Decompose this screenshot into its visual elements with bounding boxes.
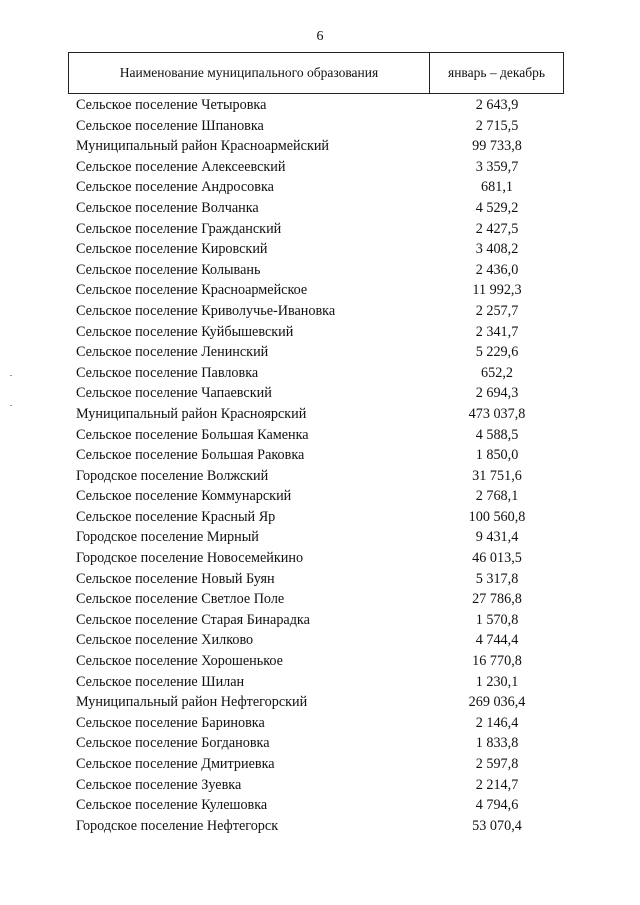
municipality-name: Сельское поселение Зуевка <box>76 776 242 793</box>
period-value: 4 588,5 <box>475 426 519 443</box>
table-row <box>0 713 640 734</box>
table-row <box>0 466 640 487</box>
column-header-name: Наименование муниципального образования <box>69 53 430 93</box>
column-header-period: январь – декабрь <box>447 65 545 80</box>
municipality-name: Сельское поселение Кулешовка <box>76 797 268 814</box>
municipality-name: Сельское поселение Шилан <box>76 673 245 690</box>
page-number: 6 <box>316 29 324 44</box>
table-row <box>0 445 640 466</box>
municipality-name: Сельское поселение Гражданский <box>76 220 282 237</box>
municipality-name: Сельское поселение Старая Бинарадка <box>76 611 310 628</box>
municipality-name: Городское поселение Волжский <box>76 467 269 484</box>
municipality-name: Сельское поселение Хорошенькое <box>76 653 283 670</box>
municipality-name: Сельское поселение Красноармейское <box>76 282 308 299</box>
period-value: 53 070,4 <box>472 817 522 834</box>
municipality-name: Сельское поселение Алексеевский <box>76 158 286 175</box>
municipality-name: Сельское поселение Шпановка <box>76 117 264 134</box>
period-value: 2 214,7 <box>475 776 519 793</box>
period-value: 46 013,5 <box>472 550 522 567</box>
municipality-name: Сельское поселение Чапаевский <box>76 385 272 402</box>
table-row <box>0 177 640 198</box>
municipality-name: Сельское поселение Колывань <box>76 261 261 278</box>
table-row <box>0 589 640 610</box>
municipality-name: Сельское поселение Красный Яр <box>76 508 276 525</box>
municipality-name: Городское поселение Новосемейкино <box>76 550 304 567</box>
period-value: 2 436,0 <box>475 261 519 278</box>
municipality-name: Сельское поселение Кировский <box>76 241 268 258</box>
period-value: 2 146,4 <box>475 714 519 731</box>
period-value: 2 257,7 <box>475 302 519 319</box>
municipality-name: Сельское поселение Светлое Поле <box>76 591 285 608</box>
municipality-name: Сельское поселение Новый Буян <box>76 570 275 587</box>
table-row <box>0 260 640 281</box>
municipality-name: Муниципальный район Красноармейский <box>76 138 330 155</box>
table-row <box>0 301 640 322</box>
period-value: 4 744,4 <box>475 632 519 649</box>
municipality-name: Сельское поселение Хилково <box>76 632 254 649</box>
table-row <box>0 569 640 590</box>
table-row <box>0 672 640 693</box>
table-row <box>0 630 640 651</box>
table-row <box>0 95 640 116</box>
period-value: 100 560,8 <box>468 508 526 525</box>
municipality-name: Сельское поселение Криволучье-Ивановка <box>76 302 336 319</box>
municipality-name: Сельское поселение Андросовка <box>76 179 274 196</box>
table-row <box>0 363 640 384</box>
municipality-name: Сельское поселение Коммунарский <box>76 488 292 505</box>
period-value: 2 643,9 <box>475 97 519 113</box>
table-row <box>0 322 640 343</box>
municipality-name: Сельское поселение Ленинский <box>76 344 269 361</box>
table-row <box>0 548 640 569</box>
period-value: 652,2 <box>481 364 513 381</box>
period-value: 2 715,5 <box>475 117 519 134</box>
table-row <box>0 239 640 260</box>
table-row <box>0 692 640 713</box>
table-row <box>0 425 640 446</box>
municipality-name: Сельское поселение Большая Каменка <box>76 426 309 443</box>
period-value: 269 036,4 <box>468 694 526 711</box>
period-value: 1 570,8 <box>475 611 519 628</box>
municipality-name: Сельское поселение Бариновка <box>76 714 265 731</box>
period-value: 2 597,8 <box>475 756 519 772</box>
municipality-name: Сельское поселение Куйбышевский <box>76 323 294 340</box>
period-value: 473 037,8 <box>468 405 526 422</box>
municipality-name: Сельское поселение Дмитриевка <box>76 756 275 772</box>
table-row <box>0 116 640 137</box>
table-row <box>0 157 640 178</box>
period-value: 4 794,6 <box>475 797 519 814</box>
period-value: 5 317,8 <box>475 570 519 587</box>
period-value: 1 850,0 <box>475 447 519 464</box>
table-row <box>0 651 640 672</box>
table-row <box>0 404 640 425</box>
table-row <box>0 733 640 754</box>
period-value: 9 431,4 <box>475 529 519 546</box>
table-row <box>0 610 640 631</box>
period-value: 3 408,2 <box>475 241 519 258</box>
table-header <box>68 52 564 94</box>
table-row <box>0 816 640 837</box>
period-value: 681,1 <box>481 179 513 196</box>
period-value: 2 427,5 <box>475 220 519 237</box>
period-value: 4 529,2 <box>475 199 519 216</box>
table-row <box>0 507 640 528</box>
municipality-name: Городское поселение Нефтегорск <box>76 817 279 834</box>
table-row <box>0 795 640 816</box>
table-row <box>0 527 640 548</box>
table-row <box>0 775 640 796</box>
table-row <box>0 383 640 404</box>
municipality-name: Городское поселение Мирный <box>76 529 259 546</box>
table-row <box>0 342 640 363</box>
period-value: 2 341,7 <box>475 323 519 340</box>
period-value: 11 992,3 <box>472 282 522 299</box>
municipality-name: Сельское поселение Павловка <box>76 364 259 381</box>
municipality-name: Муниципальный район Красноярский <box>76 405 307 422</box>
table-row <box>0 198 640 219</box>
municipality-name: Сельское поселение Волчанка <box>76 199 259 216</box>
period-value: 31 751,6 <box>472 467 522 484</box>
period-value: 99 733,8 <box>472 138 522 155</box>
table-row <box>0 280 640 301</box>
table-body <box>0 95 640 836</box>
period-value: 2 694,3 <box>475 385 519 402</box>
table-row <box>0 486 640 507</box>
period-value: 1 833,8 <box>475 735 519 752</box>
period-value: 5 229,6 <box>475 344 519 361</box>
municipality-name: Сельское поселение Четыровка <box>76 97 267 113</box>
period-value: 27 786,8 <box>472 591 522 608</box>
municipality-name: Сельское поселение Богдановка <box>76 735 270 752</box>
municipality-name: Сельское поселение Большая Раковка <box>76 447 305 464</box>
table-row <box>0 754 640 775</box>
period-value: 16 770,8 <box>472 653 522 670</box>
municipality-name: Муниципальный район Нефтегорский <box>76 694 308 711</box>
period-value: 3 359,7 <box>475 158 519 175</box>
table-row <box>0 219 640 240</box>
period-value: 1 230,1 <box>475 673 519 690</box>
table-row <box>0 136 640 157</box>
period-value: 2 768,1 <box>475 488 519 505</box>
